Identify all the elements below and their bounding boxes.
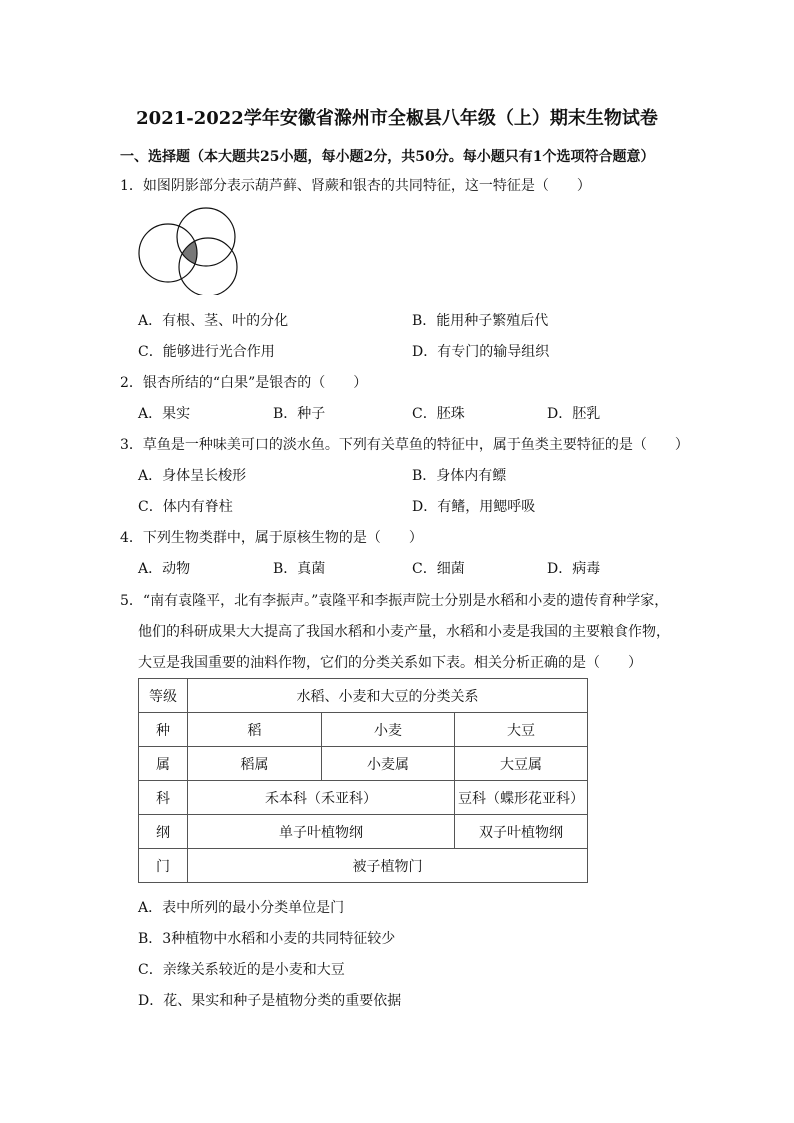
table-cell: 稻属	[188, 747, 322, 781]
q4-option-a[interactable]: A．动物	[138, 561, 191, 577]
q1-option-c[interactable]: C．能够进行光合作用	[138, 344, 275, 360]
q3-option-a[interactable]: A．身体呈长梭形	[138, 468, 247, 484]
q1-option-b[interactable]: B．能用种子繁殖后代	[412, 313, 549, 329]
table-cell: 门	[139, 849, 188, 883]
q5-option-c[interactable]: C．亲缘关系较近的是小麦和大豆	[138, 962, 345, 978]
table-cell: 小麦	[322, 713, 455, 747]
table-cell: 等级	[139, 679, 188, 713]
table-cell: 被子植物门	[188, 849, 588, 883]
table-cell: 双子叶植物纲	[455, 815, 588, 849]
table-row	[139, 815, 588, 849]
table-header-cell: 水稻、小麦和大豆的分类关系	[188, 679, 588, 713]
q4-option-c[interactable]: C．细菌	[412, 561, 465, 577]
q2-option-d[interactable]: D．胚乳	[547, 406, 601, 422]
q3-option-d[interactable]: D．有鳍，用鳃呼吸	[412, 499, 536, 515]
question-1-stem: 1．如图阴影部分表示葫芦藓、肾蕨和银杏的共同特征，这一特征是（ ）	[120, 178, 591, 194]
table-row	[139, 713, 588, 747]
classification-table	[138, 678, 588, 883]
table-cell: 种	[139, 713, 188, 747]
q3-option-c[interactable]: C．体内有脊柱	[138, 499, 233, 515]
q1-option-a[interactable]: A．有根、茎、叶的分化	[138, 313, 289, 329]
q4-option-d[interactable]: D．病毒	[547, 561, 601, 577]
table-cell: 科	[139, 781, 188, 815]
question-5-stem-line-1: 5．“南有袁隆平，北有李振声。”袁隆平和李振声院士分别是水稻和小麦的遗传育种学家，	[120, 593, 669, 609]
table-cell: 大豆属	[455, 747, 588, 781]
q1-option-d[interactable]: D．有专门的输导组织	[412, 344, 550, 360]
table-cell: 小麦属	[322, 747, 455, 781]
q4-option-b[interactable]: B．真菌	[273, 561, 326, 577]
page-title: 2021-2022学年安徽省滁州市全椒县八年级（上）期末生物试卷	[136, 108, 658, 129]
table-cell: 稻	[188, 713, 322, 747]
table-cell: 禾本科（禾亚科）	[188, 781, 455, 815]
section-heading: 一、选择题（本大题共25小题，每小题2分，共50分。每小题只有1个选项符合题意）	[120, 149, 655, 165]
venn-diagram	[138, 203, 242, 295]
table-cell: 豆科（蝶形花亚科）	[455, 781, 588, 815]
table-cell: 单子叶植物纲	[188, 815, 455, 849]
q2-option-a[interactable]: A．果实	[138, 406, 191, 422]
q2-option-b[interactable]: B．种子	[273, 406, 326, 422]
question-5-stem-line-3: 大豆是我国重要的油料作物，它们的分类关系如下表。相关分析正确的是（ ）	[138, 655, 642, 671]
question-5-stem-line-2: 他们的科研成果大大提高了我国水稻和小麦产量，水稻和小麦是我国的主要粮食作物，	[138, 624, 670, 640]
table-row	[139, 747, 588, 781]
table-cell: 大豆	[455, 713, 588, 747]
q5-option-b[interactable]: B．3种植物中水稻和小麦的共同特征较少	[138, 931, 396, 947]
table-cell: 属	[139, 747, 188, 781]
q2-option-c[interactable]: C．胚珠	[412, 406, 465, 422]
q3-option-b[interactable]: B．身体内有鳔	[412, 468, 507, 484]
table-cell: 纲	[139, 815, 188, 849]
table-row	[139, 781, 588, 815]
venn-circle-top	[177, 208, 235, 266]
q5-option-a[interactable]: A．表中所列的最小分类单位是门	[138, 900, 345, 916]
table-row	[139, 849, 588, 883]
question-2-stem: 2．银杏所结的“白果”是银杏的（ ）	[120, 375, 368, 391]
question-3-stem: 3．草鱼是一种味美可口的淡水鱼。下列有关草鱼的特征中，属于鱼类主要特征的是（ ）	[120, 437, 689, 453]
question-4-stem: 4．下列生物类群中，属于原核生物的是（ ）	[120, 530, 423, 546]
q5-option-d[interactable]: D．花、果实和种子是植物分类的重要依据	[138, 993, 402, 1009]
table-row	[139, 679, 588, 713]
